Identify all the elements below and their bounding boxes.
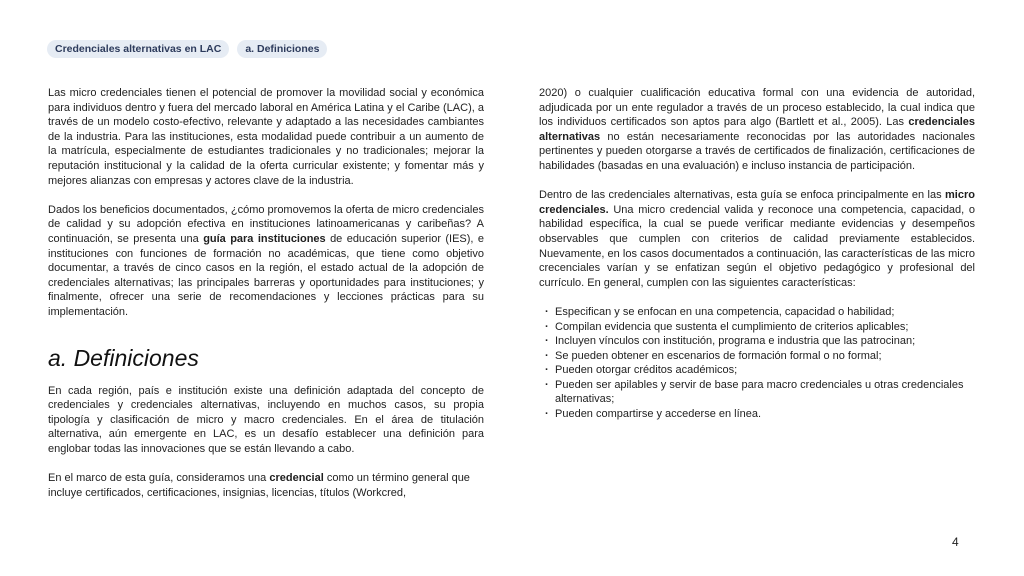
credential-bold: credencial xyxy=(269,472,324,485)
list-item: · Especifican y se enfocan en una competencia, capacidad o habilidad; xyxy=(553,305,975,320)
guide-bold: guía para instituciones xyxy=(203,232,326,245)
credential-continuation-paragraph: 2020) o cualquier cualificación educativa formal con una evidencia de autoridad, adjudicada por un ente regulador a través de un proceso establecido, la cual indica que los individuos certificados son aptos para algo (Bartlett et al., 2005). Las credenciales alternativas no están necesariamente reconocidas por las autoridades nacionales pertinentes y pueden otorgarse a través de certificados de finalización, certificaciones de habilidades (basadas en una evaluación) e incluso instancia de participación. xyxy=(539,87,975,172)
section-heading: a. Definiciones xyxy=(48,344,199,371)
page-number: 4 xyxy=(952,535,959,549)
left-column xyxy=(48,86,484,500)
credential-paragraph: En el marco de esta guía, consideramos una credencial como un término general que incluye certificados, certificaciones, insignias, licencias, títulos (Workcred, xyxy=(48,472,470,499)
micro-credentials-paragraph: Dentro de las credenciales alternativas, esta guía se enfoca principalmente en las micro credenciales. Una micro credencial valida y reconoce una competencia, capacidad, o habilidad específica, la cual se puede verificar mediante evidencias y desempeños observables que cumplen con criterios de calidad previamente establecidos. Nuevamente, en los casos documentados a continuación, las características de las micro crecenciales varían y se enfatizan según el objetivo pedagógico y profesional del currículo. En general, cumplen con las siguientes características: xyxy=(539,189,975,289)
list-item: · Pueden compartirse y accederse en línea. xyxy=(553,407,975,422)
characteristics-list xyxy=(539,305,975,422)
definitions-paragraph: En cada región, país e institución existe una definición adaptada del concepto de credenciales y credenciales alternativas, incluyendo en muchos casos, su propia tipología y clasificación de micro y macro credenciales. En el área de titulación alternativa, aún emergente en LAC, es un desafío establecer una definición para englobar todas las innovaciones que se están llevando a cabo. xyxy=(48,384,484,455)
list-item: · Pueden ser apilables y servir de base para macro credenciales u otras credenciales alternativas; xyxy=(553,378,975,407)
right-column xyxy=(539,86,975,422)
list-item: · Compilan evidencia que sustenta el cumplimiento de criterios aplicables; xyxy=(553,320,975,335)
list-item: · Incluyen vínculos con institución, programa e industria que las patrocinan; xyxy=(553,334,975,349)
guide-paragraph: Dados los beneficios documentados, ¿cómo promovemos la oferta de micro credenciales de calidad y su adopción efectiva en instituciones latinoamericanas y caribeñas? A continuación, se presenta una guía para instituciones de educación superior (IES), e instituciones con funciones de formación no académicas, que tiene como objetivo documentar, a través de cinco casos en la región, el estado actual de la adopción de credenciales alternativas; las principales barreras y oportunidades para instituciones; y finalmente, ofrecer una serie de recomendaciones y lecciones prácticas para su implementación. xyxy=(48,203,484,318)
breadcrumb-subsection[interactable]: a. Definiciones xyxy=(237,40,327,58)
list-item: · Pueden otorgar créditos académicos; xyxy=(553,363,975,378)
alt-credentials-bold: credenciales alternativas xyxy=(539,116,975,143)
breadcrumb xyxy=(47,40,327,58)
intro-paragraph: Las micro credenciales tienen el potencial de promover la movilidad social y económica para individuos dentro y fuera del mercado laboral en América Latina y el Caribe (LAC), a través de un modelo costo-efectivo, relevante y adaptado a las necesidades cambiantes de la industria. Para las instituciones, esta modalidad puede contribuir a un aumento de la matrícula, especialmente de estudiantes tradicionales y no tradicionales; mejorar la reputación institucional y la calidad de la oferta curricular existente; y fomentar más y mejores alianzas con empresas y actores clave de la industria. xyxy=(48,87,484,187)
micro-credentials-bold: micro credenciales. xyxy=(539,189,975,216)
list-item: · Se pueden obtener en escenarios de formación formal o no formal; xyxy=(553,349,975,364)
breadcrumb-section[interactable]: Credenciales alternativas en LAC xyxy=(47,40,229,58)
